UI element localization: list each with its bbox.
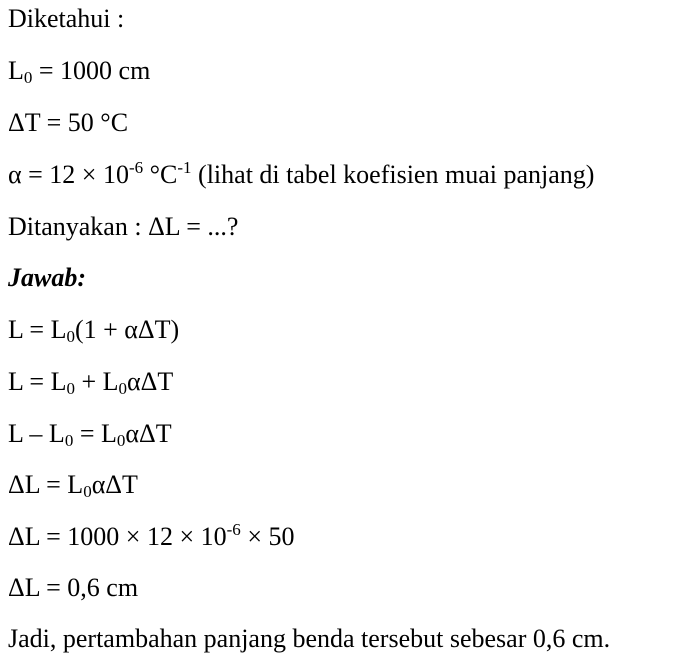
- step-4-part-b: αΔT: [91, 470, 138, 499]
- step-5: [8, 522, 294, 552]
- step-2-part-b: + L: [74, 367, 119, 396]
- step-5-part-b: × 50: [240, 522, 295, 551]
- given-heading: Diketahui :: [8, 4, 125, 33]
- step-3-subscript-2: 0: [116, 431, 126, 450]
- coefficient-part-b: °C: [143, 160, 178, 189]
- step-3: [8, 419, 172, 449]
- step-3-subscript-1: 0: [64, 431, 74, 450]
- given-expansion-coefficient: [8, 160, 594, 190]
- given-initial-length-symbol: L: [8, 56, 24, 85]
- step-1-subscript: 0: [66, 327, 75, 346]
- conclusion: Jadi, pertambahan panjang benda tersebut sebesar 0,6 cm.: [8, 624, 611, 653]
- step-1-part-a: L = L: [8, 315, 67, 344]
- step-2-subscript-2: 0: [118, 379, 128, 398]
- step-2-part-a: L = L: [8, 367, 67, 396]
- step-2: [8, 367, 173, 397]
- coefficient-exponent-2: -1: [177, 158, 192, 177]
- step-5-exponent: -6: [226, 520, 241, 539]
- step-3-part-b: = L: [73, 419, 117, 448]
- step-1-part-b: (1 + αΔT): [74, 315, 180, 344]
- step-6-result: ΔL = 0,6 cm: [8, 573, 139, 602]
- coefficient-part-a: α = 12 × 10: [8, 160, 129, 189]
- step-5-part-a: ΔL = 1000 × 12 × 10: [8, 522, 227, 551]
- given-initial-length-subscript: 0: [23, 68, 33, 87]
- step-4: [8, 470, 138, 500]
- step-3-part-c: αΔT: [125, 419, 172, 448]
- given-initial-length: [8, 56, 150, 86]
- coefficient-exponent-1: -6: [128, 158, 144, 177]
- step-2-subscript-1: 0: [66, 379, 75, 398]
- step-1: [8, 315, 179, 345]
- step-4-part-a: ΔL = L: [8, 470, 84, 499]
- step-2-part-c: αΔT: [127, 367, 174, 396]
- step-3-part-a: L – L: [8, 419, 65, 448]
- asked-line: Ditanyakan : ΔL = ...?: [8, 212, 239, 241]
- given-temperature-change: ΔT = 50 °C: [8, 108, 129, 137]
- coefficient-note: (lihat di tabel koefisien muai panjang): [191, 160, 595, 189]
- given-initial-length-value: = 1000 cm: [32, 56, 151, 85]
- answer-heading: Jawab:: [8, 263, 86, 292]
- step-4-subscript: 0: [83, 482, 92, 501]
